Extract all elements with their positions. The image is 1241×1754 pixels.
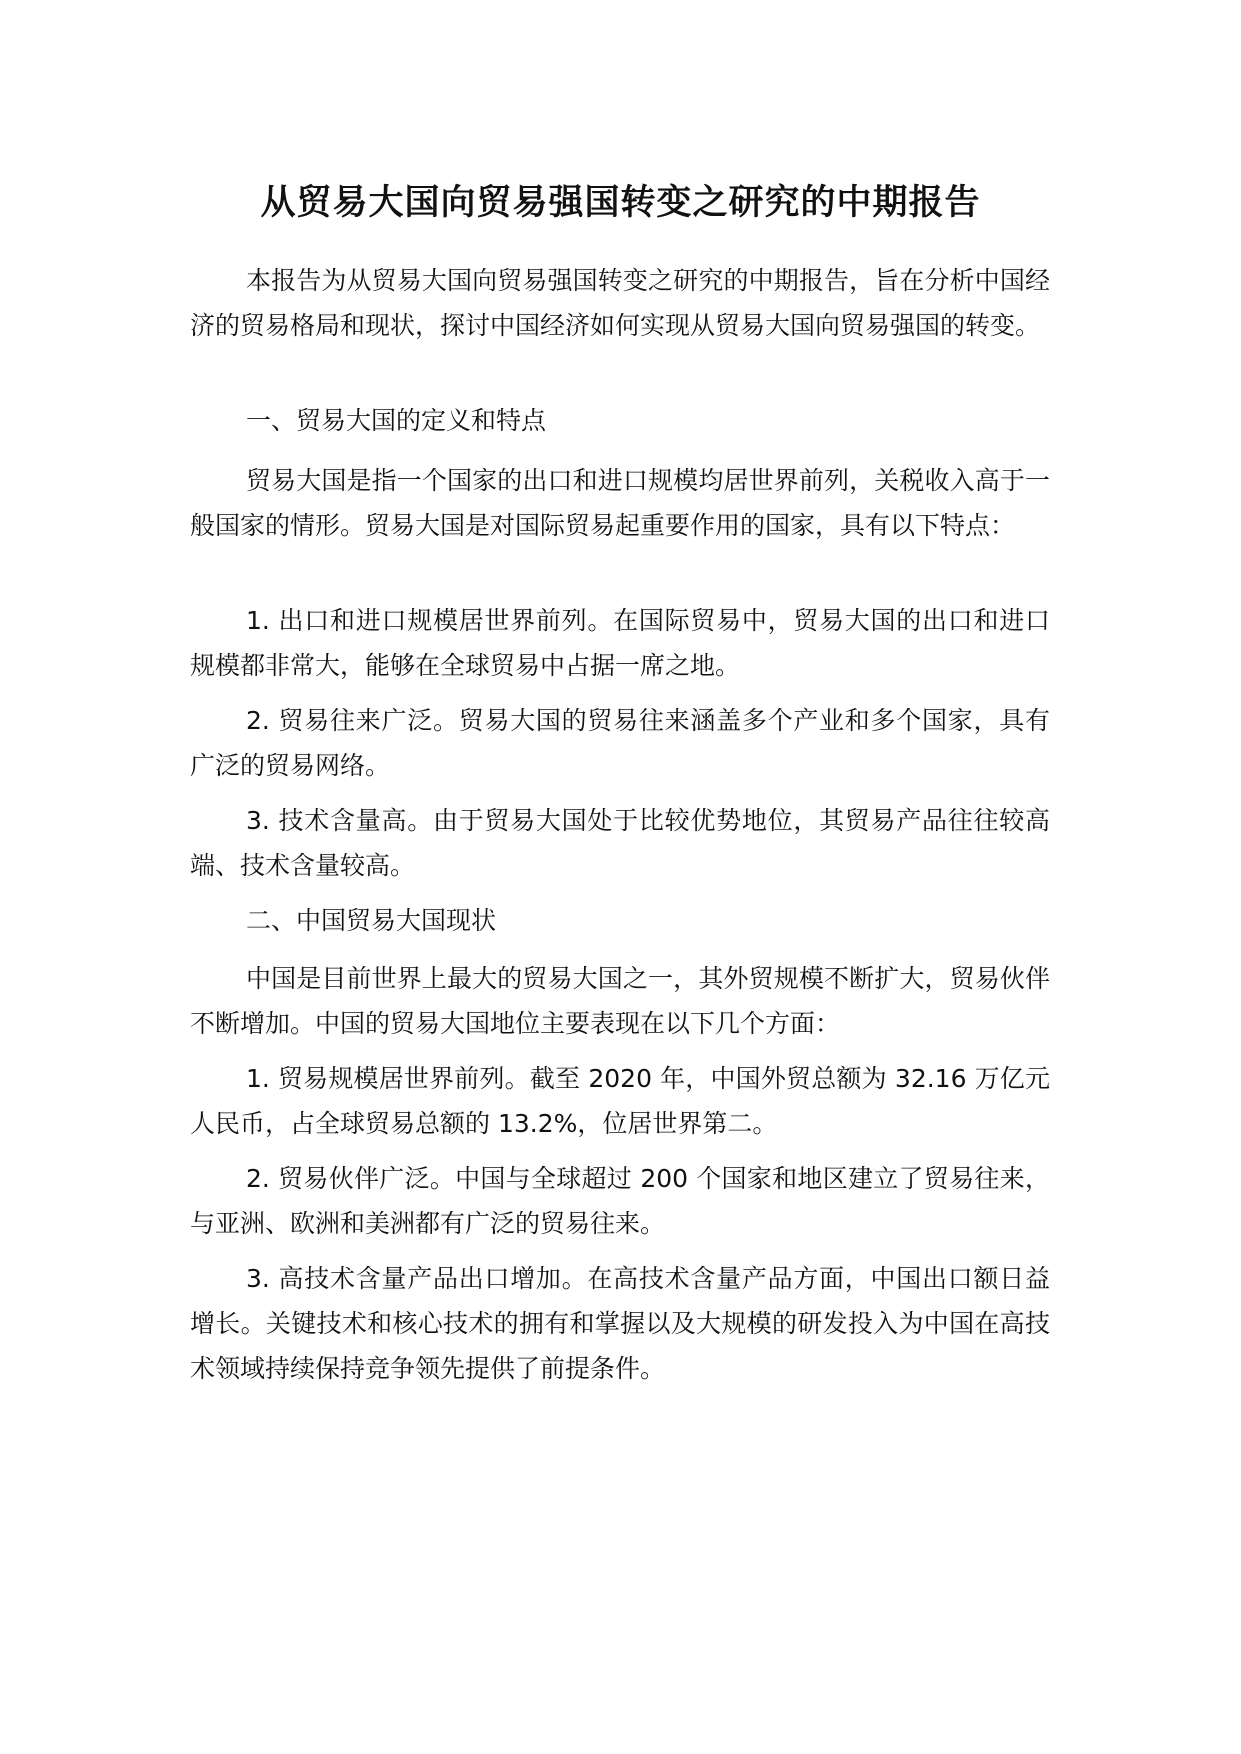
paragraph-definition: 贸易大国是指一个国家的出口和进口规模均居世界前列，关税收入高于一般国家的情形。贸易大国是对国际贸易起重要作用的国家，具有以下特点： xyxy=(190,466,1050,540)
section-heading-2: 二、中国贸易大国现状 xyxy=(246,906,497,935)
section-heading-1: 一、贸易大国的定义和特点 xyxy=(246,406,547,435)
list-item-2-1: 1. 贸易规模居世界前列。截至 2020 年，中国外贸总额为 32.16 万亿元人民币，占全球贸易总额的 13.2%，位居世界第二。 xyxy=(190,1064,1050,1138)
paragraph-china-status: 中国是目前世界上最大的贸易大国之一，其外贸规模不断扩大，贸易伙伴不断增加。中国的贸易大国地位主要表现在以下几个方面： xyxy=(190,964,1050,1038)
list-item-1-1: 1. 出口和进口规模居世界前列。在国际贸易中，贸易大国的出口和进口规模都非常大，能够在全球贸易中占据一席之地。 xyxy=(190,606,1050,680)
paragraph-intro: 本报告为从贸易大国向贸易强国转变之研究的中期报告，旨在分析中国经济的贸易格局和现状，探讨中国经济如何实现从贸易大国向贸易强国的转变。 xyxy=(190,266,1050,340)
list-item-1-3: 3. 技术含量高。由于贸易大国处于比较优势地位，其贸易产品往往较高端、技术含量较高。 xyxy=(190,806,1050,880)
list-item-2-3: 3. 高技术含量产品出口增加。在高技术含量产品方面，中国出口额日益增长。关键技术和核心技术的拥有和掌握以及大规模的研发投入为中国在高技术领域持续保持竞争领先提供了前提条件。 xyxy=(190,1264,1050,1383)
list-item-1-2: 2. 贸易往来广泛。贸易大国的贸易往来涵盖多个产业和多个国家，具有广泛的贸易网络。 xyxy=(190,706,1050,780)
list-item-2-2: 2. 贸易伙伴广泛。中国与全球超过 200 个国家和地区建立了贸易往来，与亚洲、欧洲和美洲都有广泛的贸易往来。 xyxy=(190,1164,1050,1238)
document-title: 从贸易大国向贸易强国转变之研究的中期报告 xyxy=(260,183,981,223)
